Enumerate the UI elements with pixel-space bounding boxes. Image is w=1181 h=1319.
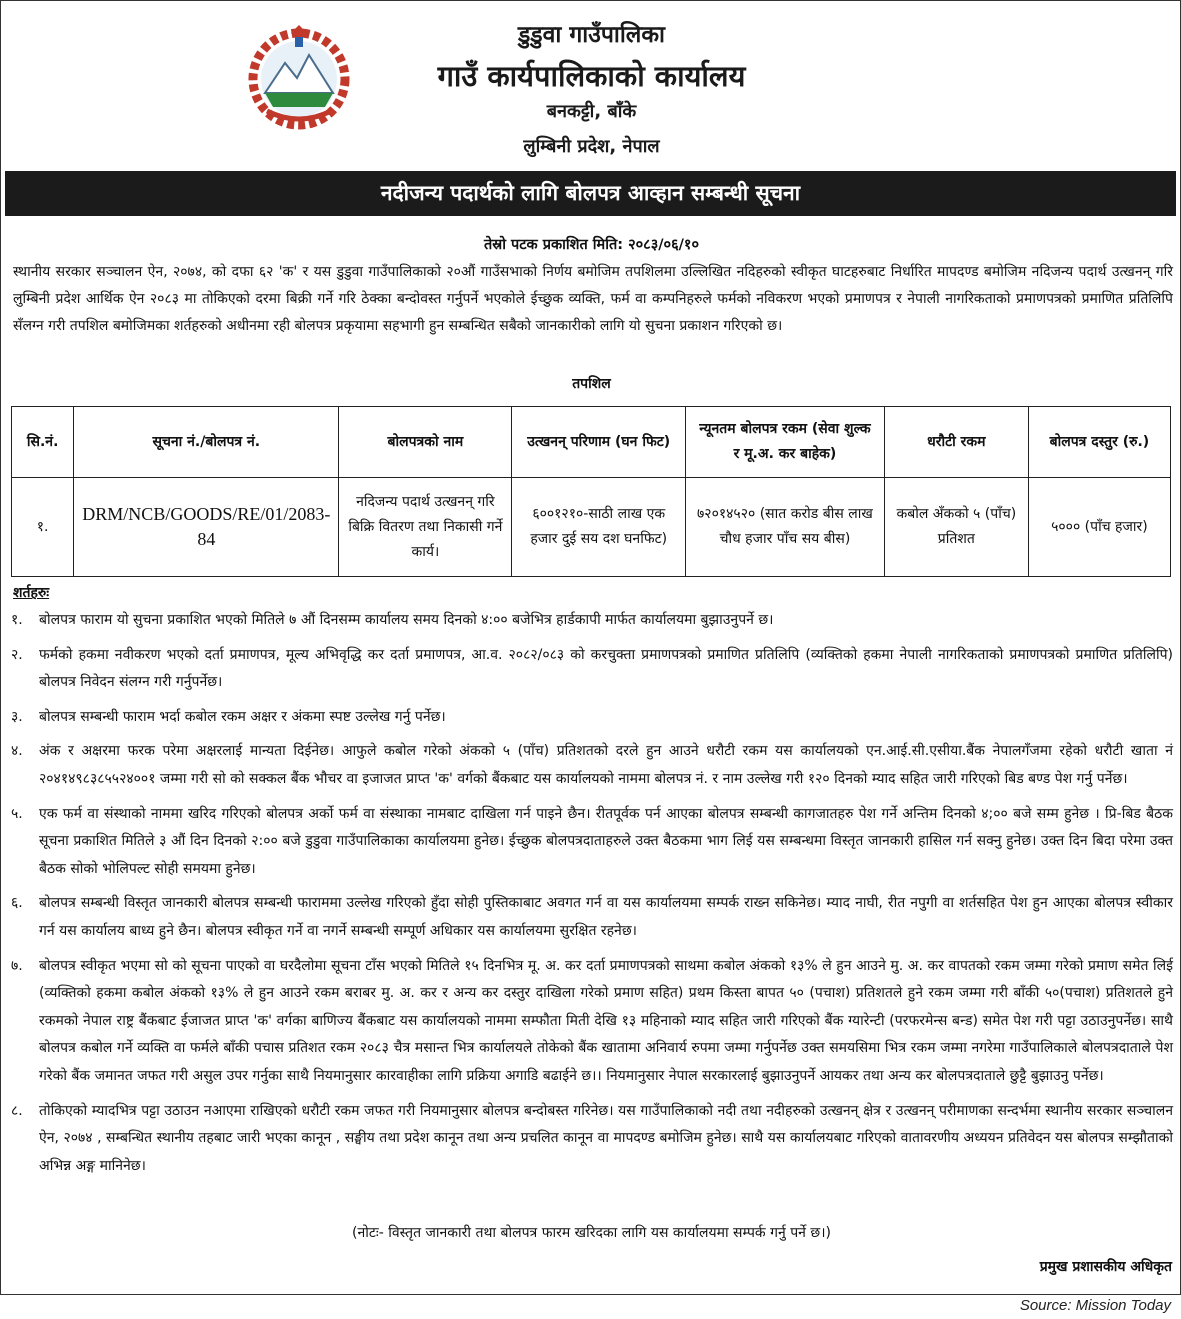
- publish-date: तेस्रो पटक प्रकाशित मिति: २०८३/०६/१०: [483, 237, 700, 253]
- condition-item: [11, 801, 1173, 884]
- condition-number: ४.: [11, 743, 23, 760]
- office-location: बनकट्टी, बाँके: [546, 101, 637, 122]
- condition-text: बोलपत्र सम्बन्धी फाराम भर्दा कबोल रकम अक्षर र अंकमा स्पष्ट उल्लेख गर्नु पर्नेछ।: [39, 708, 446, 725]
- conditions-list: [11, 607, 1173, 1187]
- condition-number: ३.: [11, 708, 23, 725]
- condition-text: बोलपत्र फाराम यो सुचना प्रकाशित भएको मितिले ७ औं दिनसम्म कार्यालय समय दिनको ४:०० बजेभित्र हार्डकापी मार्फत कार्यालयमा बुझाउनुपर्ने छ।: [39, 612, 774, 628]
- condition-item: [11, 704, 1173, 732]
- col-header-min-bid: न्यूनतम बोलपत्र रकम (सेवा शुल्क र मू.अ. कर बाहेक): [686, 407, 885, 478]
- condition-item: [11, 890, 1173, 945]
- condition-text: तोकिएको म्यादभित्र पट्टा उठाउन नआएमा राखिएको धरौटी रकम जफत गरी नियमानुसार बोलपत्र बन्दोबस्त गरिनेछ। यस गाउँपालिकाको नदी तथा नदीहरुको उत्खनन् क्षेत्र र उत्खनन् परीमाणका सन्दर्भमा स्थानीय सरकार सञ्चालन ऐन, २०७४ , सम्बन्धित स्थानीय तहबाट जारी भएका कानून , सङ्घीय तथा प्रदेश कानून तथा अन्य प्रचलित कानून वा मापदण्ड बमोजिम हुनेछ। साथै यस कार्यालयबाट गरिएको वातावरणीय अध्ययन प्रतिवेदन यस बोलपत्र सम्झौताको अभिन्न अङ्ग मानिनेछ।: [39, 1102, 1173, 1174]
- col-header-bid-name: बोलपत्रको नाम: [339, 407, 512, 478]
- table-row: [12, 478, 1171, 577]
- schedule-heading: तपशिल: [572, 376, 611, 392]
- condition-number: १.: [11, 612, 23, 628]
- condition-number: ५.: [11, 805, 23, 822]
- cell-notice-no: DRM/NCB/GOODS/RE/01/2083-84: [74, 478, 339, 577]
- cell-min-bid: ७२०१४५२० (सात करोड बीस लाख चौध हजार पाँच सय बीस): [686, 478, 885, 577]
- col-header-quantity: उत्खनन् परिणाम (घन फिट): [512, 407, 686, 478]
- note-text: (नोटः- विस्तृत जानकारी तथा बोलपत्र फारम खरिदका लागि यस कार्यालयमा सम्पर्क गर्नु पर्ने छ।): [352, 1225, 831, 1241]
- condition-number: ७.: [11, 957, 23, 974]
- condition-item: [11, 1098, 1173, 1181]
- condition-item: [11, 953, 1173, 1091]
- cell-bid-name: नदिजन्य पदार्थ उत्खनन् गरि बिक्रि वितरण तथा निकासी गर्ने कार्य।: [339, 478, 512, 577]
- letterhead: [1, 1, 1180, 163]
- condition-text: फर्मको हकमा नवीकरण भएको दर्ता प्रमाणपत्र, मूल्य अभिवृद्धि कर दर्ता प्रमाणपत्र, आ.व. २०८२/०८३ को करचुक्ता प्रमाणपत्रको प्रमाणित प्रतिलिपि (व्यक्तिको हकमा नेपाली नागरिकताको प्रमाणपत्रको प्रमाणित प्रतिलिपि) बोलपत्र निवेदन संलग्न गरी गर्नुपर्नेछ।: [39, 646, 1173, 691]
- cell-serial: १.: [12, 478, 74, 577]
- condition-item: [11, 607, 1173, 635]
- condition-number: २.: [11, 646, 23, 663]
- source-credit: Source: Mission Today: [1019, 1297, 1171, 1314]
- cell-quantity: ६००१२१०-साठी लाख एक हजार दुई सय दश घनफिट): [512, 478, 686, 577]
- cell-fee: ५००० (पाँच हजार): [1028, 478, 1170, 577]
- notice-title: नदीजन्य पदार्थको लागि बोलपत्र आव्हान सम्बन्धी सूचना: [5, 171, 1176, 216]
- intro-paragraph: स्थानीय सरकार सञ्चालन ऐन, २०७४, को दफा ६२ 'क' र यस डुडुवा गाउँपालिकाको २०औं गाउँसभाको निर्णय बमोजिम तपशिलमा उल्लिखित नदिहरुको स्वीकृत घाटहरुबाट निर्धारित मापदण्ड बमोजिम नदिजन्य पदार्थ उत्खनन् गरि लुम्बिनी प्रदेश आर्थिक ऐन २०८३ मा तोकिएको दरमा बिक्री गर्ने गरि ठेक्का बन्दोवस्त गर्नुपर्ने भएकोले ईच्छुक व्यक्ति, फर्म वा कम्पनिहरुले फर्मको नविकरण भएको प्रमाणपत्र र नेपाली नागरिकताको प्रमाणपत्रको प्रमाणित प्रतिलिपि सँलग्न गरी तपशिल बमोजिमका शर्तहरुको अधीनमा रही बोलपत्र प्रकृयामा सहभागी हुन सम्बन्धित सबैको जानकारीको लागि यो सुचना प्रकाशन गरिएको छ।: [13, 264, 1173, 334]
- col-header-fee: बोलपत्र दस्तुर (रु.): [1028, 407, 1170, 478]
- col-header-serial: सि.नं.: [12, 407, 74, 478]
- municipality-name: डुडुवा गाउँपालिका: [517, 22, 666, 48]
- col-header-notice-no: सूचना नं./बोलपत्र नं.: [74, 407, 339, 478]
- conditions-heading: शर्तहरुः: [13, 585, 50, 601]
- condition-item: [11, 642, 1173, 697]
- col-header-deposit: धरौटी रकम: [884, 407, 1028, 478]
- office-name: गाउँ कार्यपालिकाको कार्यालय: [437, 59, 746, 93]
- condition-number: ६.: [11, 895, 23, 912]
- signature-title: प्रमुख प्रशासकीय अधिकृत: [1039, 1259, 1172, 1275]
- condition-text: बोलपत्र सम्बन्धी विस्तृत जानकारी बोलपत्र सम्बन्धी फाराममा उल्लेख गरिएको हुँदा सोही पुस्तिकाबाट अवगत गर्न वा यस कार्यालयमा सम्पर्क राख्न सकिनेछ। म्याद नाघी, रीत नपुगी वा शर्तसहित पेश हुन आएका बोलपत्र स्वीकार गर्न यस कार्यालय बाध्य हुने छैन। बोलपत्र स्वीकृत गर्ने वा नगर्ने सम्बन्धी सम्पूर्ण अधिकार यस कार्यालयमा सुरक्षित रहनेछ।: [39, 895, 1173, 939]
- table-header-row: [12, 407, 1171, 478]
- condition-text: एक फर्म वा संस्थाको नाममा खरिद गरिएको बोलपत्र अर्को फर्म वा संस्थाका नामबाट दाखिला गर्न पाइने छैन। रीतपूर्वक पर्न आएका बोलपत्र सम्बन्धी कागजातहरु पेश गर्ने अन्तिम दिनको ४;०० बजे सम्म हुनेछ । प्रि-बिड बैठक सूचना प्रकाशित मितिले ३ औं दिन दिनको २:०० बजे डुडुवा गाउँपालिकाका कार्यालयमा हुनेछ। ईच्छुक बोलपत्रदाताहरुले उक्त बैठकमा भाग लिई यस सम्बन्धमा विस्तृत जानकारी हासिल गर्न सक्नु हुनेछ। उक्त दिन बिदा परेमा उक्त बैठक सोको भोलिपल्ट सोही समयमा हुनेछ।: [39, 805, 1173, 877]
- condition-text: अंक र अक्षरमा फरक परेमा अक्षरलाई मान्यता दिईनेछ। आफुले कबोल गरेको अंकको ५ (पाँच) प्रतिशतको दरले हुन आउने धरौटी रकम यस कार्यालयको एन.आई.सी.एसीया.बैंक नेपालगँजमा रहेको धरौटी खाता नं २०४१४९८३८५५२४००१ जम्मा गरी सो को सक्कल बैंक भौचर वा इजाजत प्राप्त 'क' वर्गको बैंकबाट यस कार्यालयको नाममा बोलपत्र नं. र नाम उल्लेख गरी १२० दिनको म्याद सहित जारी गरिएको बिड बण्ड पेश गर्नु पर्नेछ।: [39, 743, 1173, 787]
- condition-text: बोलपत्र स्वीकृत भएमा सो को सूचना पाएको वा घरदैलोमा सूचना टाँस भएको मितिले १५ दिनभित्र मू. अ. कर दर्ता प्रमाणपत्रको साथमा कबोल अंकको १३% ले हुन आउने मु. अ. कर वापतको रकम जम्मा गरेको प्रमाण समेत लिई (व्यक्तिको हकमा कबोल अंकको १३% ले हुन आउने रकम बराबर मु. अ. कर र अन्य कर दस्तुर दाखिला गरेको प्रमाण सहित) प्रथम किस्ता बापत ५० (पचाश) प्रतिशतले हुने रकम जम्मा गरी बाँकी ५०(पचाश) प्रतिशतले हुने रकमको नेपाल राष्ट्र बैंकबाट ईजाजत प्राप्त 'क' वर्गका बाणिज्य बैंकबाट यस कार्यालयको नाममा सम्फौता मिती देखि १३ महिनाको म्याद सहित जारी गरिएको बैंक ग्यारेन्टी (परफरमेन्स बन्ड) समेत पेश गरी पट्टा उठाउनुपर्नेछ। साथै बोलपत्र कबोल गर्ने व्यक्ति वा फर्मले बाँकी पचास प्रतिशत रकम २०८३ चैत्र मसान्त भित्र कार्यालयले तोकेको बैंक खातामा अनिवार्य रुपमा जम्मा गर्नुपर्नेछ उक्त समयसिमा भित्र रकम जम्मा नगरेमा गाउँपालिकाले बोलपत्रदाताले पेश गरेको बैंक जमानत जफत गरी असुल उपर गर्नुका साथै नियमानुसार कारवाहीका लागि प्रक्रिया अगाडि बढाईने छ।। नियमानुसार नेपाल सरकारलाई बुझाउनुपर्ने आयकर तथा अन्य कर बोलपत्रदाताले छुट्टै बुझाउनु पर्नेछ।: [39, 957, 1173, 1084]
- condition-item: [11, 738, 1173, 793]
- cell-deposit: कबोल अँकको ५ (पाँच) प्रतिशत: [884, 478, 1028, 577]
- condition-number: ८.: [11, 1102, 23, 1119]
- schedule-table: [11, 406, 1171, 577]
- province-country: लुम्बिनी प्रदेश, नेपाल: [523, 136, 660, 157]
